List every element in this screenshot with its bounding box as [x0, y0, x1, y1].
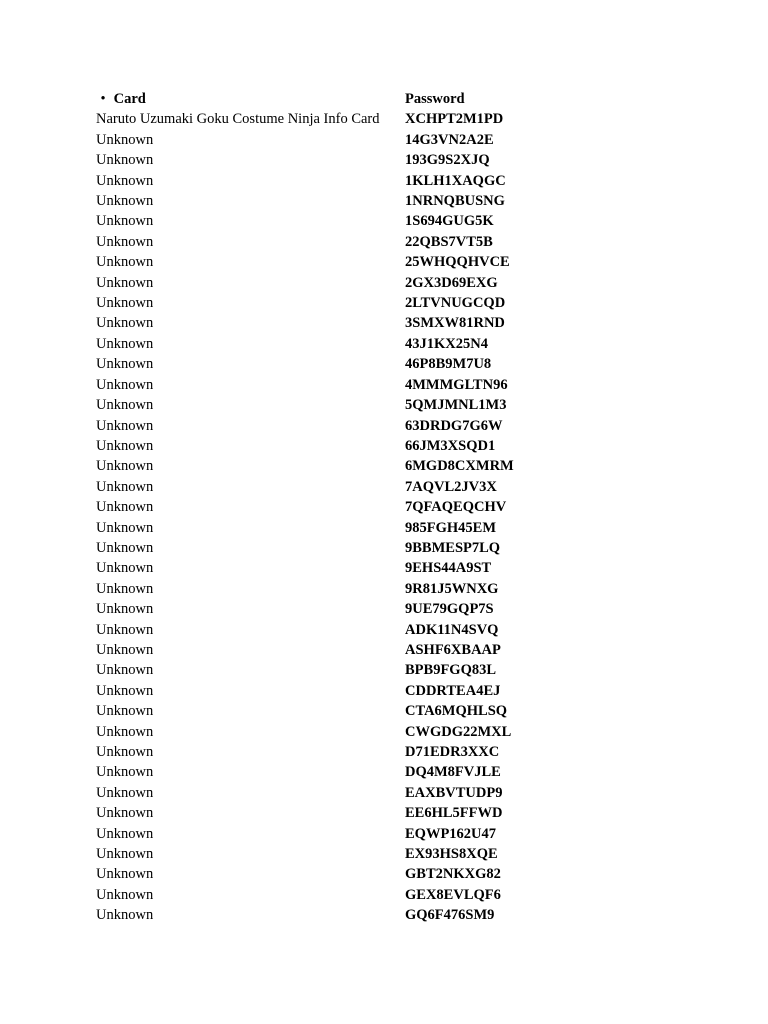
- password-cell: 63DRDG7G6W: [405, 417, 503, 434]
- table-row: [96, 497, 514, 517]
- card-name-cell: Unknown: [96, 193, 154, 210]
- table-row: [96, 905, 514, 925]
- password-cell: 985FGH45EM: [405, 519, 497, 536]
- password-cell: GBT2NKXG82: [405, 866, 501, 883]
- password-cell: 7AQVL2JV3X: [405, 478, 497, 495]
- password-cell: EAXBVTUDP9: [405, 784, 503, 801]
- password-cell: 2GX3D69EXG: [405, 274, 498, 291]
- table-row: [96, 456, 514, 476]
- table-row: [96, 599, 514, 619]
- password-cell: EQWP162U47: [405, 825, 497, 842]
- table-row: [96, 252, 514, 272]
- table-row: [96, 660, 514, 680]
- password-cell: EE6HL5FFWD: [405, 805, 503, 822]
- password-cell: 14G3VN2A2E: [405, 131, 494, 148]
- table-row: [96, 681, 514, 701]
- card-name-cell: Unknown: [96, 519, 154, 536]
- header-row: [96, 89, 514, 109]
- password-cell: 46P8B9M7U8: [405, 356, 492, 373]
- table-row: [96, 722, 514, 742]
- card-name-cell: Unknown: [96, 478, 154, 495]
- card-name-cell: Unknown: [96, 744, 154, 760]
- card-name-cell: Unknown: [96, 560, 154, 577]
- card-name-cell: Unknown: [96, 152, 154, 169]
- table-row: [96, 783, 514, 803]
- table-row: [96, 538, 514, 558]
- card-password-table: [96, 89, 514, 926]
- card-name-cell: Unknown: [96, 254, 154, 271]
- table-row: [96, 416, 514, 436]
- password-cell: CDDRTEA4EJ: [405, 682, 501, 699]
- password-cell: 5QMJMNL1M3: [405, 397, 507, 414]
- table-row: [96, 313, 514, 333]
- table-row: [96, 232, 514, 252]
- card-name-cell: Unknown: [96, 907, 154, 924]
- table-row: [96, 211, 514, 231]
- bullet-icon: •: [100, 91, 106, 107]
- table-row: [96, 191, 514, 211]
- password-cell: 9BBMESP7LQ: [405, 539, 501, 556]
- card-column-header: [96, 89, 405, 109]
- password-cell: 7QFAQEQCHV: [405, 499, 507, 516]
- table-row: [96, 354, 514, 374]
- card-name-cell: Unknown: [96, 417, 154, 434]
- password-cell: 4MMMGLTN96: [405, 376, 508, 393]
- card-name-cell: Unknown: [96, 335, 154, 352]
- password-cell: 25WHQQHVCE: [405, 254, 510, 271]
- table-row: [96, 640, 514, 660]
- password-cell: GQ6F476SM9: [405, 907, 495, 924]
- password-cell: DQ4M8FVJLE: [405, 764, 501, 781]
- password-cell: GEX8EVLQF6: [405, 886, 501, 903]
- table-row: [96, 803, 514, 823]
- table-row: [96, 375, 514, 395]
- table-row: [96, 150, 514, 170]
- password-cell: CWGDG22MXL: [405, 723, 512, 740]
- card-name-cell: Unknown: [96, 397, 154, 414]
- table-row: [96, 171, 514, 191]
- card-name-cell: Unknown: [96, 703, 154, 720]
- card-name-cell: Unknown: [96, 356, 154, 373]
- card-name-cell: Unknown: [96, 866, 154, 883]
- password-cell: 3SMXW81RND: [405, 315, 505, 332]
- password-cell: D71EDR3XXC: [405, 744, 500, 760]
- password-cell: 1S694GUG5K: [405, 213, 494, 230]
- table-body: [96, 109, 514, 925]
- table-header: [96, 89, 514, 109]
- table-row: [96, 395, 514, 415]
- table-row: [96, 844, 514, 864]
- table-row: [96, 436, 514, 456]
- card-name-cell: Unknown: [96, 274, 154, 291]
- password-cell: 22QBS7VT5B: [405, 233, 493, 250]
- password-cell: 9UE79GQP7S: [405, 601, 494, 618]
- card-name-cell: Unknown: [96, 233, 154, 250]
- card-name-cell: Naruto Uzumaki Goku Costume Ninja Info Card: [96, 111, 380, 128]
- password-cell: 6MGD8CXMRM: [405, 458, 514, 475]
- card-name-cell: Unknown: [96, 315, 154, 332]
- card-name-cell: Unknown: [96, 213, 154, 230]
- card-name-cell: Unknown: [96, 723, 154, 740]
- card-name-cell: Unknown: [96, 601, 154, 618]
- card-name-cell: Unknown: [96, 662, 154, 679]
- table-row: [96, 620, 514, 640]
- table-row: [96, 109, 514, 129]
- card-name-cell: Unknown: [96, 131, 154, 148]
- password-cell: 1KLH1XAQGC: [405, 172, 506, 189]
- password-cell: 66JM3XSQD1: [405, 437, 496, 454]
- card-name-cell: Unknown: [96, 825, 154, 842]
- password-cell: CTA6MQHLSQ: [405, 703, 508, 720]
- table-row: [96, 558, 514, 578]
- password-cell: ADK11N4SVQ: [405, 621, 499, 638]
- card-name-cell: Unknown: [96, 295, 154, 312]
- table-row: [96, 864, 514, 884]
- card-name-cell: Unknown: [96, 437, 154, 454]
- password-cell: 9EHS44A9ST: [405, 560, 492, 577]
- table-row: [96, 293, 514, 313]
- table-row: [96, 762, 514, 782]
- password-cell: 2LTVNUGCQD: [405, 295, 506, 312]
- card-name-cell: Unknown: [96, 376, 154, 393]
- card-header-label: Card: [113, 91, 146, 107]
- card-name-cell: Unknown: [96, 682, 154, 699]
- table-row: [96, 273, 514, 293]
- password-cell: 9R81J5WNXG: [405, 580, 499, 597]
- table-row: [96, 518, 514, 538]
- table-row: [96, 579, 514, 599]
- password-cell: XCHPT2M1PD: [405, 111, 504, 128]
- card-name-cell: Unknown: [96, 764, 154, 781]
- table-row: [96, 477, 514, 497]
- card-name-cell: Unknown: [96, 621, 154, 638]
- password-cell: BPB9FGQ83L: [405, 662, 497, 679]
- card-name-cell: Unknown: [96, 805, 154, 822]
- card-name-cell: Unknown: [96, 784, 154, 801]
- table-row: [96, 742, 514, 762]
- password-cell: EX93HS8XQE: [405, 846, 498, 863]
- table-row: [96, 885, 514, 905]
- table-row: [96, 130, 514, 150]
- password-cell: ASHF6XBAAP: [405, 641, 501, 658]
- password-cell: 1NRNQBUSNG: [405, 193, 505, 210]
- card-name-cell: Unknown: [96, 499, 154, 516]
- card-name-cell: Unknown: [96, 641, 154, 658]
- card-name-cell: Unknown: [96, 539, 154, 556]
- card-name-cell: Unknown: [96, 458, 154, 475]
- card-name-cell: Unknown: [96, 846, 154, 863]
- card-name-cell: Unknown: [96, 580, 154, 597]
- password-cell: 43J1KX25N4: [405, 335, 488, 352]
- table-row: [96, 824, 514, 844]
- password-column-header: Password: [405, 91, 465, 107]
- card-name-cell: Unknown: [96, 886, 154, 903]
- card-name-cell: Unknown: [96, 172, 154, 189]
- table-row: [96, 334, 514, 354]
- table-row: [96, 701, 514, 721]
- password-cell: 193G9S2XJQ: [405, 152, 490, 169]
